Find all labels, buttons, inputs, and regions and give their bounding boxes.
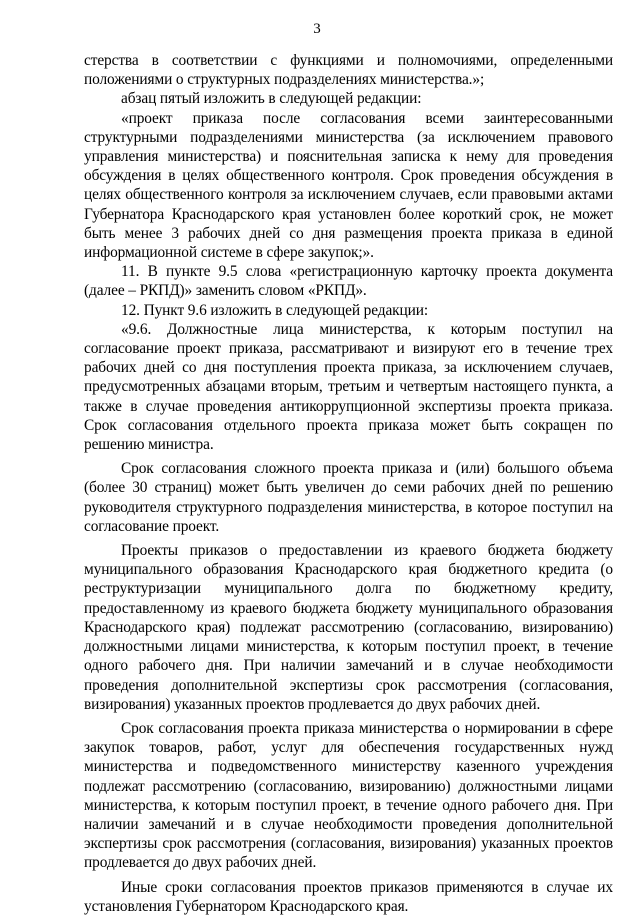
paragraph-clause-9-6: «9.6. Должностные лица министерства, к которым поступил на согласование проект приказа, рассматривают и визируют его в течение трех рабочих дней со дня поступления проекта приказа, за исключением случаев, предусмотренных абзацами вторым, третьим и четвертым настоящего пункта, а также в случае проведения антикоррупционной экспертизы проекта приказа. Срок согласования отдельного проекта приказа может быть сокращен по решению министра. bbox=[84, 320, 613, 454]
paragraph-quoted-text: «проект приказа после согласования всеми заинтересованными структурными подразделениями министерства (за исключением правового управления министерства) и пояснительная записка к нему для проведения обсуждения в целях общественного контроля. Срок проведения обсуждения в целях общественного контроля за исключением случаев, если правовыми актами Губернатора Краснодарского края установлен более короткий срок, не может быть менее 3 рабочих дней со дня размещения проекта приказа в единой информационной системе в сфере закупок;». bbox=[84, 109, 613, 262]
paragraph-other-terms: Иные сроки согласования проектов приказов применяются в случае их установления Губернатором Краснодарского края. bbox=[84, 878, 613, 915]
paragraph-procurement-norming: Срок согласования проекта приказа министерства о нормировании в сфере закупок товаров, работ, услуг для обеспечения государственных нужд министерства и подведомственного министерству казенного учреждения подлежат рассмотрению (согласованию, визированию) должностными лицами министерства, к которым поступил проект, в течение одного рабочего дня. При наличии замечаний и в случае необходимости проведения дополнительной экспертизы срок рассмотрения (согласования, визирования) указанных проектов продлевается до двух рабочих дней. bbox=[84, 719, 613, 872]
page-number: 3 bbox=[313, 21, 321, 37]
paragraph-amendment-intro: абзац пятый изложить в следующей редакции: bbox=[121, 90, 422, 108]
paragraph-budget-credit-projects: Проекты приказов о предоставлении из краевого бюджета бюджету муниципального образования Краснодарского края бюджетного кредита (о реструктуризации муниципального долга по бюджетному кредиту, предоставленному из краевого бюджета бюджету муниципального образования Краснодарского края) подлежат рассмотрению (согласованию, визированию) должностными лицами министерства, к которым поступил проект, в течение одного рабочего дня. При наличии замечаний и в случае необходимости проведения дополнительной экспертизы срок рассмотрения (согласования, визирования) указанных проектов продлевается до двух рабочих дней. bbox=[84, 542, 613, 713]
document-body bbox=[84, 51, 613, 916]
paragraph-item-12: 12. Пункт 9.6 изложить в следующей редакции: bbox=[121, 301, 429, 319]
paragraph-item-11: 11. В пункте 9.5 слова «регистрационную карточку проекта документа (далее – РКПД)» заменить словом «РКПД». bbox=[84, 263, 613, 300]
paragraph-complex-project-term: Срок согласования сложного проекта приказа и (или) большого объема (более 30 страниц) может быть увеличен до семи рабочих дней по решению руководителя структурного подразделения министерства, в которое поступил на согласование проект. bbox=[84, 460, 613, 535]
paragraph-continuation: стерства в соответствии с функциями и полномочиями, определенными положениями о структурных подразделениях министерства.»; bbox=[84, 52, 613, 89]
